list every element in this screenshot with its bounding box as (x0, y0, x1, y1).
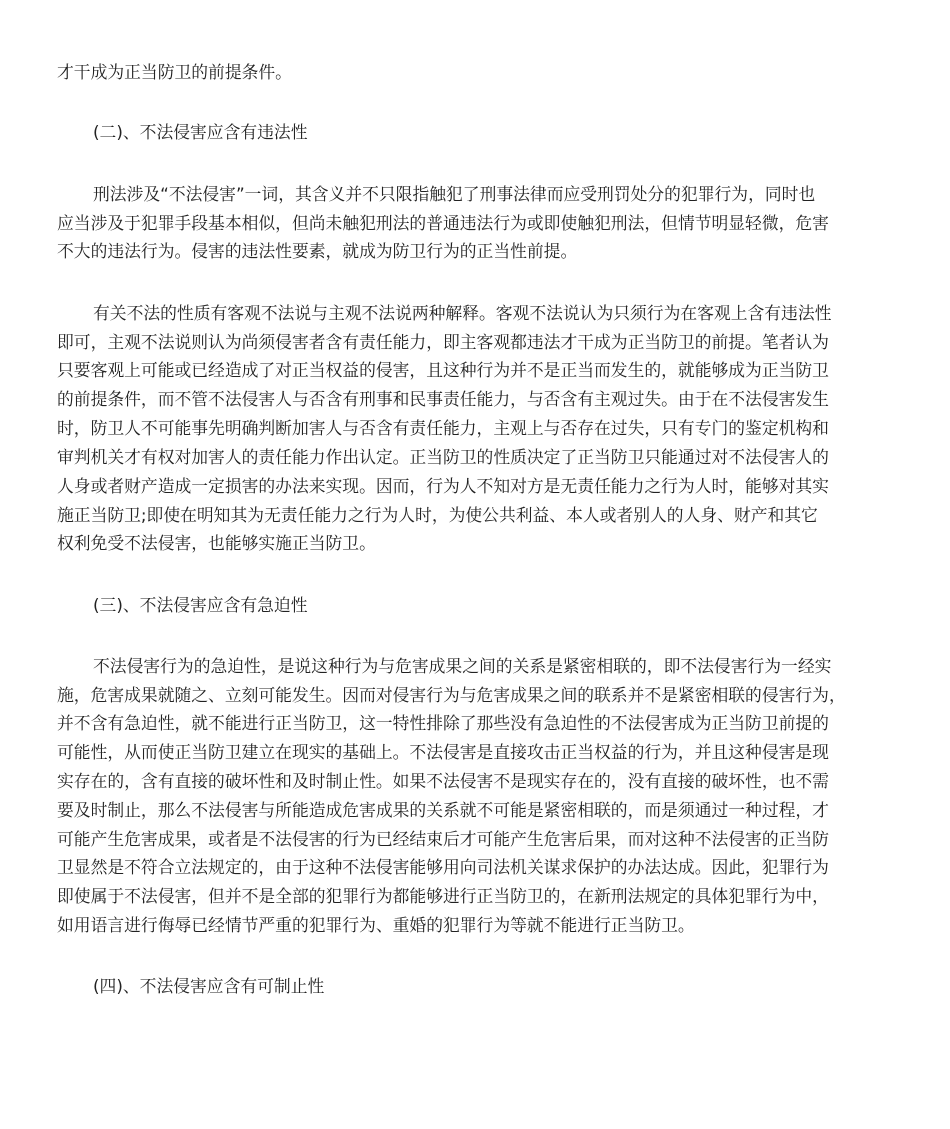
paragraph-line: 不大的违法行为。侵害的违法性要素，就成为防卫行为的正当性前提。 (57, 241, 578, 261)
paragraph-line: 应当涉及于犯罪手段基本相似，但尚未触犯刑法的普通违法行为或即使触犯刑法，但情节明显轻微，危害 (57, 213, 829, 233)
paragraph-line: 要及时制止，那么不法侵害与所能造成危害成果的关系就不可能是紧密相联的，而是须通过一种过程，才 (57, 800, 829, 820)
paragraph-line: 审判机关才有权对加害人的责任能力作出认定。正当防卫的性质决定了正当防卫只能通过对不法侵害人的 (57, 447, 829, 467)
paragraph-line: 权利免受不法侵害，也能够实施正当防卫。 (57, 533, 376, 553)
paragraph-line: 并不含有急迫性，就不能进行正当防卫，这一特性排除了那些没有急迫性的不法侵害成为正当防卫前提的 (57, 713, 829, 733)
section-heading-2: (二)、不法侵害应含有违法性 (93, 122, 308, 142)
section-heading-3: (三)、不法侵害应含有急迫性 (93, 595, 308, 615)
paragraph-line: 即使属于不法侵害，但并不是全部的犯罪行为都能够进行正当防卫的，在新刑法规定的具体犯罪行为中， (57, 886, 829, 906)
paragraph-line: 刑法涉及“不法侵害”一词，其含义并不只限指触犯了刑事法律而应受刑罚处分的犯罪行为，同时也 (93, 184, 816, 204)
paragraph-line: 人身或者财产造成一定损害的办法来实现。因而，行为人不知对方是无责任能力之行为人时，能够对其实 (57, 476, 829, 496)
paragraph-line: 实存在的，含有直接的破坏性和及时制止性。如果不法侵害不是现实存在的，没有直接的破坏性，也不需 (57, 771, 829, 791)
paragraph-line: 如用语言进行侮辱已经情节严重的犯罪行为、重婚的犯罪行为等就不能进行正当防卫。 (57, 915, 695, 935)
paragraph-line: 可能性，从而使正当防卫建立在现实的基础上。不法侵害是直接攻击正当权益的行为，并且这种侵害是现 (57, 742, 829, 762)
paragraph-line: 卫显然是不符合立法规定的，由于这种不法侵害能够用向司法机关谋求保护的办法达成。因此，犯罪行为 (57, 857, 829, 877)
paragraph-line: 只要客观上可能或已经造成了对正当权益的侵害，且这种行为并不是正当而发生的，就能够成为正当防卫 (57, 360, 829, 380)
paragraph-line: 的前提条件，而不管不法侵害人与否含有刑事和民事责任能力，与否含有主观过失。由于在不法侵害发生 (57, 389, 829, 409)
paragraph-line: 不法侵害行为的急迫性，是说这种行为与危害成果之间的关系是紧密相联的，即不法侵害行为一经实 (93, 656, 832, 676)
section-heading-4: (四)、不法侵害应含有可制止性 (93, 976, 325, 996)
paragraph-line: 时，防卫人不可能事先明确判断加害人与否含有责任能力，主观上与否存在过失，只有专门的鉴定机构和 (57, 418, 829, 438)
paragraph-line: 有关不法的性质有客观不法说与主观不法说两种解释。客观不法说认为只须行为在客观上含有违法性 (93, 303, 832, 323)
fragment-line: 才干成为正当防卫的前提条件。 (57, 62, 292, 82)
paragraph-line: 可能产生危害成果，或者是不法侵害的行为已经结束后才可能产生危害后果，而对这种不法侵害的正当防 (57, 829, 829, 849)
paragraph-line: 施，危害成果就随之、立刻可能发生。因而对侵害行为与危害成果之间的联系并不是紧密相联的侵害行为， (57, 685, 846, 705)
paragraph-line: 施正当防卫;即使在明知其为无责任能力之行为人时，为使公共利益、本人或者别人的人身、财产和其它 (57, 505, 818, 525)
paragraph-line: 即可，主观不法说则认为尚须侵害者含有责任能力，即主客观都违法才干成为正当防卫的前提。笔者认为 (57, 332, 829, 352)
